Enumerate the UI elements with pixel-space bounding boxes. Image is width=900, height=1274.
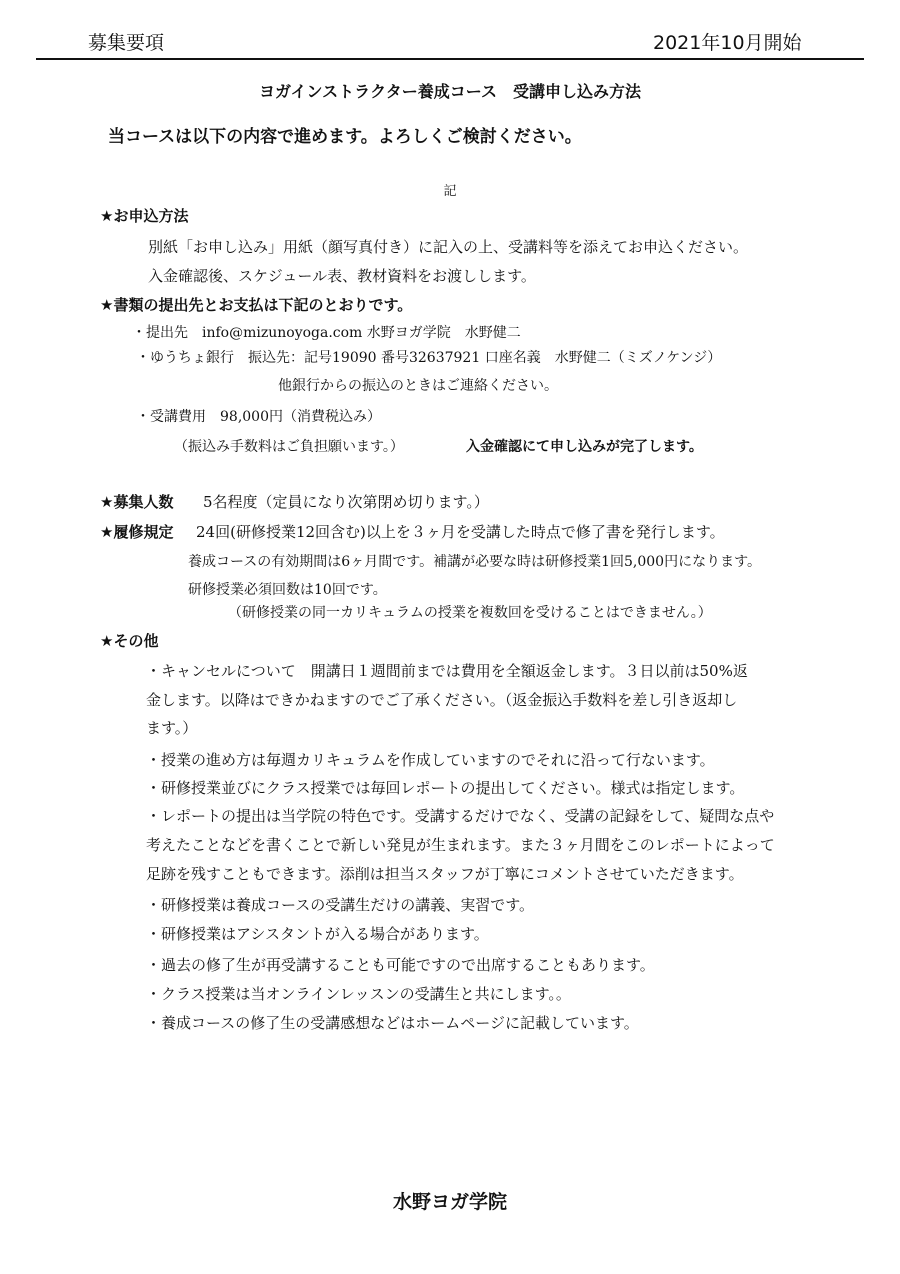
other-line-8: 足跡を残すこともできます。添削は担当スタッフが丁寧にコメントさせていただきます。: [146, 865, 744, 883]
requirements-label: ★履修規定: [100, 523, 174, 541]
other-line-9: ・研修授業は養成コースの受講生だけの講義、実習です。: [146, 896, 535, 914]
header-divider: [36, 58, 864, 60]
other-line-6: ・レポートの提出は当学院の特色です。受講するだけでなく、受講の記録をして、疑問な点や: [146, 807, 775, 825]
recruit-text: 5名程度（定員になり次第閉め切ります。）: [203, 493, 489, 511]
requirements-line-4: （研修授業の同一カリキュラムの授業を複数回を受けることはできません。）: [228, 605, 712, 621]
other-line-4: ・授業の進め方は毎週カリキュラムを作成していますのでそれに沿って行ないます。: [146, 751, 715, 769]
payment-fee: ・受講費用 98,000円（消費税込み）: [136, 409, 381, 425]
other-line-3: ます。）: [146, 719, 198, 737]
requirements-line-3: 研修授業必須回数は10回です。: [188, 582, 387, 598]
page-title: ヨガインストラクター養成コース 受講申し込み方法: [259, 82, 641, 101]
ki-mark: 記: [443, 184, 457, 199]
intro-text: 当コースは以下の内容で進めます。よろしくご検討ください。: [108, 127, 582, 147]
requirements-line-2: 養成コースの有効期間は6ヶ月間です。補講が必要な時は研修授業1回5,000円になります。: [188, 554, 761, 570]
header-left: 募集要項: [88, 32, 165, 54]
other-heading: ★その他: [100, 632, 159, 650]
application-line-1: 別紙「お申し込み」用紙（顔写真付き）に記入の上、受講料等を添えてお申込ください。: [148, 238, 749, 256]
application-line-2: 入金確認後、スケジュール表、教材資料をお渡しします。: [148, 267, 536, 285]
application-heading: ★お申込方法: [100, 207, 189, 225]
payment-bank: ・ゆうちょ銀行 振込先：記号19090 番号32637921 口座名義 水野健二（ミズノケンジ）: [136, 350, 722, 366]
payment-heading: ★書類の提出先とお支払は下記のとおりです。: [100, 296, 413, 314]
other-line-12: ・クラス授業は当オンラインレッスンの受講生と共にします。。: [146, 985, 571, 1003]
requirements-text: 24回(研修授業12回含む)以上を３ヶ月を受講した時点で修了書を発行します。: [196, 523, 725, 541]
other-line-5: ・研修授業並びにクラス授業では毎回レポートの提出してください。様式は指定します。: [146, 779, 745, 797]
payment-submit: ・提出先 info@mizunoyoga.com 水野ヨガ学院 水野健二: [132, 325, 521, 341]
header-right: 2021年10月開始: [653, 32, 802, 54]
other-line-13: ・養成コースの修了生の受講感想などはホームページに記載しています。: [146, 1014, 639, 1032]
other-line-7: 考えたことなどを書くことで新しい発見が生まれます。また３ヶ月間をこのレポートによって: [146, 836, 775, 854]
recruit-label: ★募集人数: [100, 493, 174, 511]
other-line-1: ・キャンセルについて 開講日１週間前までは費用を全額返金します。３日以前は50%返: [146, 662, 748, 680]
payment-bank-note: 他銀行からの振込のときはご連絡ください。: [278, 378, 558, 394]
footer-org-name: 水野ヨガ学院: [392, 1191, 507, 1213]
other-line-2: 金します。以降はできかねますのでご了承ください。（返金振込手数料を差し引き返却し: [146, 691, 738, 709]
other-line-10: ・研修授業はアシスタントが入る場合があります。: [146, 925, 489, 943]
payment-fee-complete: 入金確認にて申し込みが完了します。: [466, 439, 703, 455]
payment-fee-note: （振込み手数料はご負担願います。）: [174, 439, 404, 455]
other-line-11: ・過去の修了生が再受講することも可能ですので出席することもあります。: [146, 956, 655, 974]
